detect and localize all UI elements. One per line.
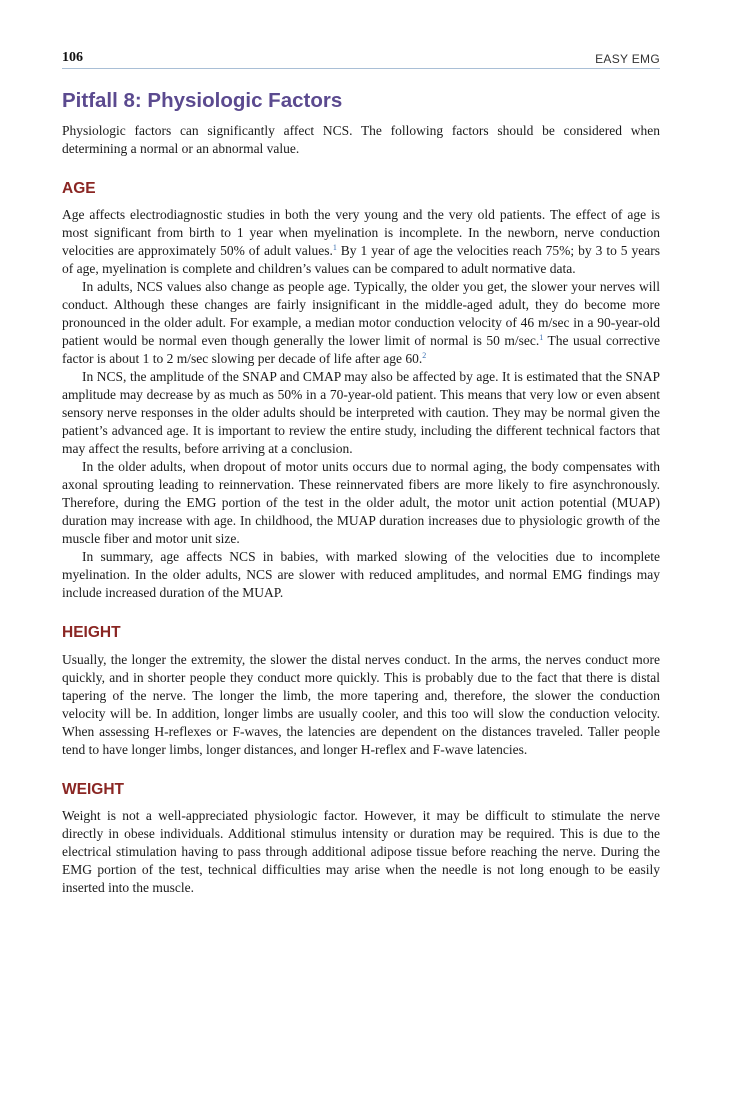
intro-paragraph: Physiologic factors can significantly affect NCS. The following factors should be considered when determining a normal or an abnormal value. xyxy=(62,122,660,156)
heading-weight: WEIGHT xyxy=(62,780,124,798)
age-paragraph-1 xyxy=(62,206,660,278)
age-p1-text-a: Age affects electrodiagnostic studies in both the very young and the very old patients. The effect of age is most significant from birth to 1 year when myelination is incomplete. In the newborn, nerve conduction velocities are approximately 50% of adult values. xyxy=(62,207,660,259)
book-title: EASY EMG xyxy=(595,52,660,66)
age-p2-text-a: In adults, NCS values also change as people age. Typically, the older you get, the slower your nerves will conduct. Although these changes are fairly insignificant in the middle-aged adult, they do become more pronounced in the older adult. For example, a median motor conduction velocity of 46 m/sec in a 90-year-old patient would be normal even though generally the lower limit of normal is 50 m/sec. xyxy=(62,279,660,349)
weight-paragraph-1: Weight is not a well-appreciated physiologic factor. However, it may be difficult to stimulate the nerve directly in obese individuals. Additional stimulus intensity or duration may be required. This is due to the electrical stimulation having to pass through additional adipose tissue before reaching the nerve. During the EMG portion of the test, technical difficulties may arise when the needle is not long enough to be easily inserted into the muscle. xyxy=(62,808,660,896)
age-paragraph-4: In the older adults, when dropout of motor units occurs due to normal aging, the body compensates with axonal sprouting leading to reinnervation. These reinnervated fibers are more likely to fire asynchronously. Therefore, during the EMG portion of the test in the older adult, the motor unit action potential (MUAP) duration may increase with age. In childhood, the MUAP duration increases due to physiologic growth of the muscle fiber and motor unit size. xyxy=(62,459,660,547)
reference-2[interactable]: 2 xyxy=(422,351,427,361)
age-paragraph-5: In summary, age affects NCS in babies, with marked slowing of the velocities due to incomplete myelination. In the older adults, NCS are slower with reduced amplitudes, and normal EMG findings may include increased duration of the MUAP. xyxy=(62,549,660,601)
page xyxy=(62,42,660,897)
heading-age: AGE xyxy=(62,179,96,197)
age-p2-text-b: The usual corrective factor is about 1 to 2 m/sec slowing per decade of life after age 60. xyxy=(62,333,661,367)
section-age xyxy=(62,180,660,603)
reference-1b[interactable]: 1 xyxy=(539,333,544,343)
section-weight xyxy=(62,781,660,898)
age-p1-text-b: By 1 year of age the velocities reach 75%; by 3 to 5 years of age, myelination is complete and children’s values can be compared to adult normative data. xyxy=(62,243,660,277)
age-paragraph-2 xyxy=(62,278,660,368)
reference-1[interactable]: 1 xyxy=(332,243,337,253)
height-paragraph-1: Usually, the longer the extremity, the slower the distal nerves conduct. In the arms, the nerves conduct more quickly, and in shorter people they conduct more quickly. This is probably due to the fact that there is distal tapering of the nerve. The longer the limb, the more tapering and, therefore, the slower the conduction velocity will be. In addition, longer limbs are usually cooler, and this too will slow the conduction velocity. When assessing H-reflexes or F-waves, the latencies are dependent on the distances traveled. Taller people tend to have longer limbs, longer distances, and longer H-reflex and F-wave latencies. xyxy=(62,651,660,757)
age-paragraph-3: In NCS, the amplitude of the SNAP and CMAP may also be affected by age. It is estimated that the SNAP amplitude may decrease by as much as 50% in a 70-year-old patient. This means that very low or even absent sensory nerve responses in the older adults should be interpreted with caution. They may be normal given the patient’s advanced age. It is important to review the entire study, including the different technical factors that may affect the results, before arriving at a conclusion. xyxy=(62,369,660,457)
page-title: Pitfall 8: Physiologic Factors xyxy=(62,89,343,112)
heading-height: HEIGHT xyxy=(62,624,121,642)
section-height xyxy=(62,624,660,759)
page-number: 106 xyxy=(62,50,83,65)
running-head xyxy=(62,42,660,69)
